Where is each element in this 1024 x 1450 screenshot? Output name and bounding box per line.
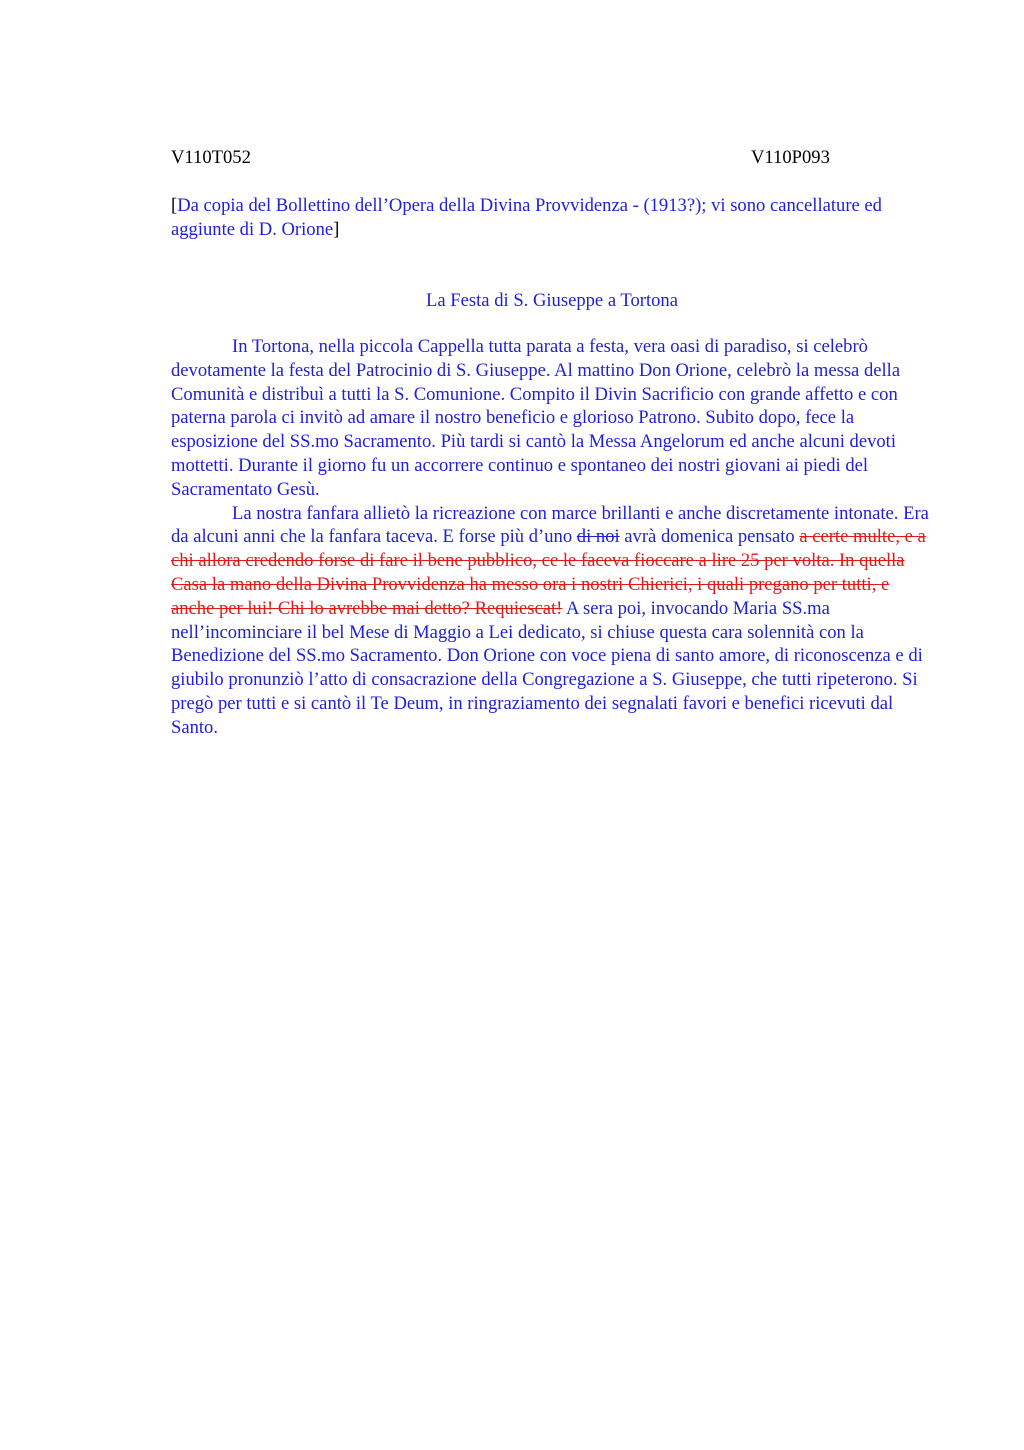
article-title: La Festa di S. Giuseppe a Tortona [426, 290, 678, 311]
document-page [171, 146, 933, 740]
deleted-text-blue: di noi [576, 526, 620, 548]
paragraph-2-part-2: avrà domenica pensato [619, 526, 800, 548]
paragraph-2-part-1: La nostra fanfara allietò la ricreazione con marce brillanti e anche discretamente intonate. Era da alcuni anni che la fanfara taceva. E forse più d’uno [171, 502, 929, 548]
paragraph-2-part-3: A sera poi, invocando Maria SS.ma nell’incominciare il bel Mese di Maggio a Lei dedicato, si chiuse questa cara solennità con la Benedizione del SS.mo Sacramento. Don Orione con voce piena di santo amore, di riconoscenza e di giubilo pronunziò l’atto di consacrazione della Congregazione a S. Giuseppe, che tutti ripeterono. Si pregò per tutti e si cantò il Te Deum, in ringraziamento dei segnalati favori e benefici ricevuti dal Santo. [171, 597, 923, 738]
document-header [171, 146, 933, 170]
note-open-bracket: [ [171, 195, 178, 216]
document-code-right: V110P093 [751, 147, 830, 168]
note-close-bracket: ] [333, 218, 340, 240]
note-text: Da copia del Bollettino dell’Opera della Divina Provvidenza - (1913?); vi sono cancellature ed aggiunte di D. Orione [171, 195, 882, 240]
article-body [171, 335, 933, 740]
paragraph-1: In Tortona, nella piccola Cappella tutta parata a festa, vera oasi di paradiso, si celebrò devotamente la festa del Patrocinio di S. Giuseppe. Al mattino Don Orione, celebrò la messa della Comunità e distribuì a tutti la S. Comunione. Compito il Divin Sacrificio con grande affetto e con paterna parola ci invitò ad amare il nostro beneficio e glorioso Patrono. Subito dopo, fece la esposizione del SS.mo Sacramento. Più tardi si cantò la Messa Angelorum ed anche alcuni devoti mottetti. Durante il giorno fu un accorrere continuo e spontaneo dei nostri giovani ai piedi del Sacramentato Gesù. [171, 336, 901, 500]
document-code-left: V110T052 [171, 147, 251, 168]
source-note [171, 194, 933, 241]
paragraph-2 [171, 502, 933, 740]
deleted-text-red: a certe multe, e a chi allora credendo forse di fare il bene pubblico, ce le faceva fioccare a lire 25 per volta. In quella Casa la mano della Divina Provvidenza ha messo ora i nostri Chierici, i quali pregano per tutti, e anche per lui! Chi lo avrebbe mai detto? Requiescat! [171, 526, 926, 619]
